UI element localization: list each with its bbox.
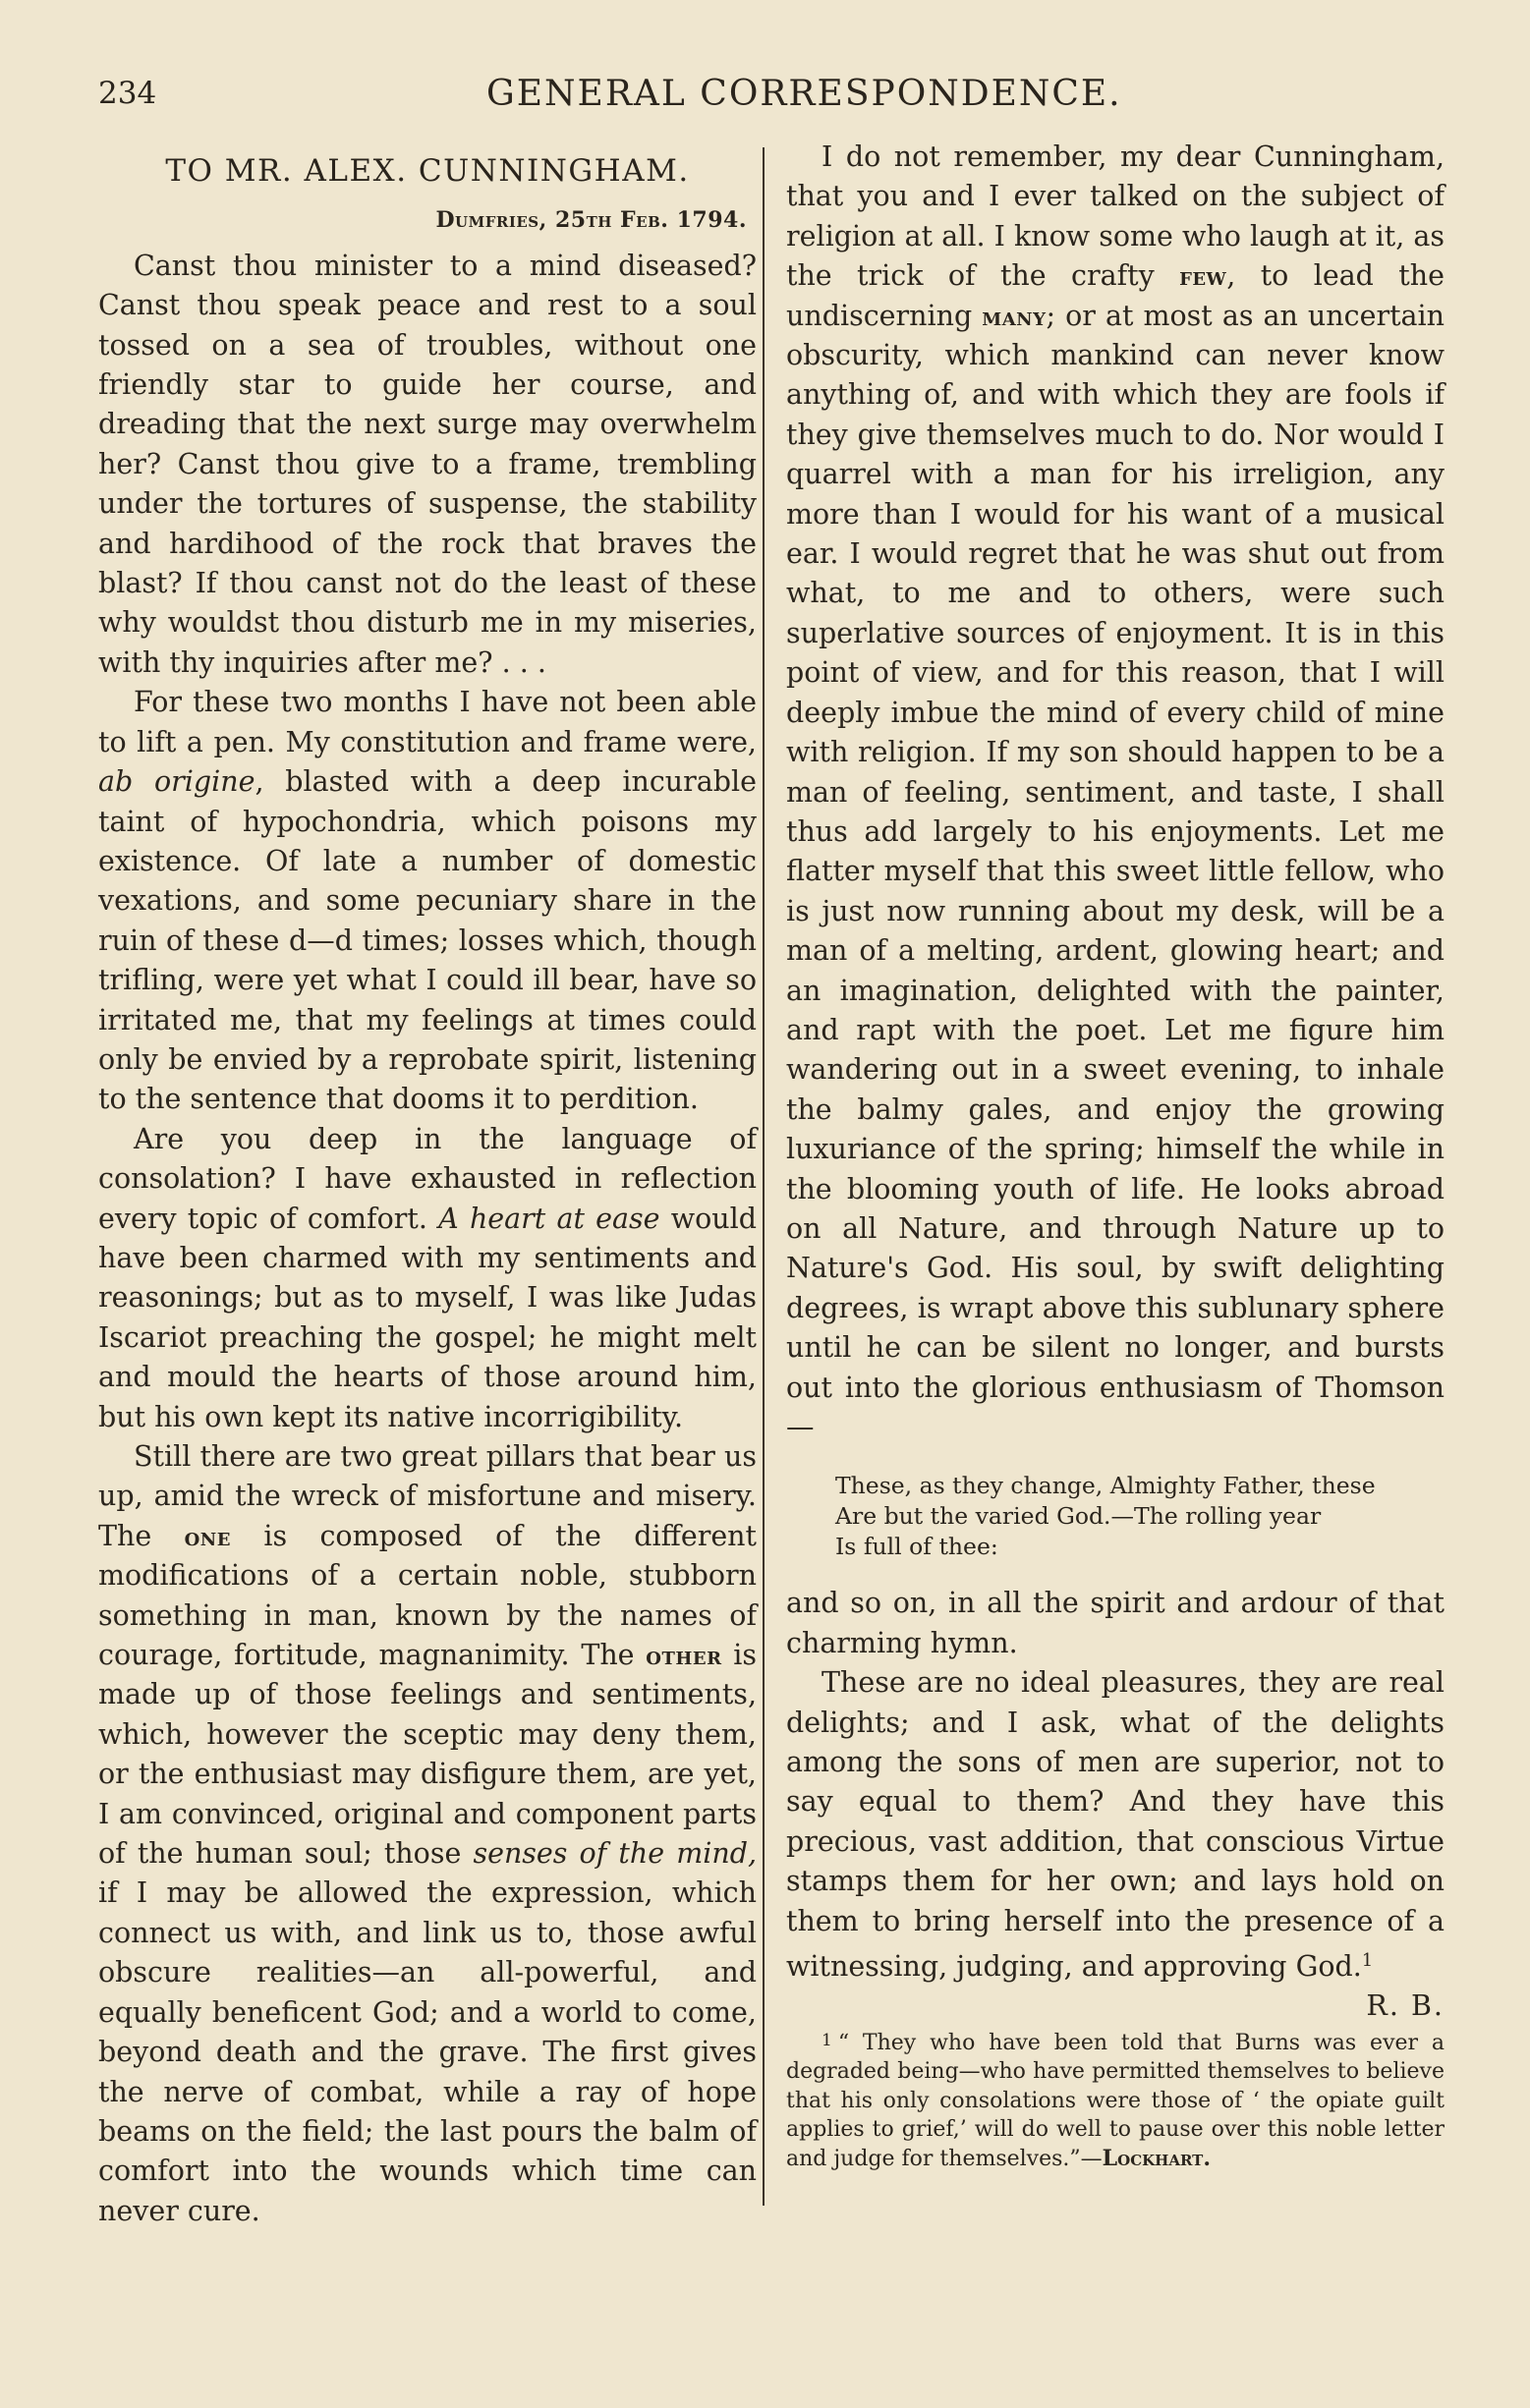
text-run: Are you deep in the language of consolation? I have exhausted in reflection every topic of comfort. — [98, 1122, 757, 1235]
text-run: would have been charmed with my sentiments and reasonings; but as to myself, I was like Judas Iscariot preaching the gospel; he might melt and mould the hearts of those around him, but his own kept its native incorrigibility. — [98, 1202, 758, 1433]
text-run: , to lead the undiscerning — [786, 259, 1445, 332]
small-caps-word: few — [1179, 261, 1227, 292]
dateline: Dumfries, 25th Feb. 1794. — [435, 207, 747, 234]
paragraph-7 — [786, 1663, 1445, 1987]
text-run: , blasted with a deep incurable taint of hypochondria, which poisons my existence. Of late a number of domestic vexations, and some pecuniary share in the ruin of these d—d times; losses which, though trifling, were yet what I could ill bear, have so irritated me, that my feelings at times could only be envied by a reprobate spirit, listening to the sentence that dooms it to perdition. — [98, 765, 757, 1116]
small-caps-word: one — [184, 1521, 231, 1551]
text-run: For these two months I have not been able to lift a pen. My constitution and frame were, — [98, 686, 757, 758]
paragraph-1: Canst thou minister to a mind diseased? Canst thou speak peace and rest to a soul tossed on a sea of troubles, without one friendly star to guide her course, and dreading that the next surge may overwhelm her? Canst thou give to a frame, trembling under the tortures of suspense, the stability and hardihood of the rock that braves the blast? If thou canst not do the least of these why wouldst thou disturb me in my miseries, with thy inquiries after me? . . . — [98, 249, 757, 679]
running-head: GENERAL CORRESPONDENCE. — [486, 73, 1122, 114]
text-run: is made up of those feelings and sentiments, which, however the sceptic may deny them, or the enthusiast may disfigure them, are yet, I am convinced, original and component parts of the human soul; those — [98, 1639, 757, 1871]
text-run: is composed of the different modifications of a certain noble, stubborn something in man, known by the names of courage, fortitude, magnanimity. The — [98, 1519, 757, 1672]
paragraph-5 — [786, 138, 1445, 1447]
poem-quote — [835, 1471, 1445, 1562]
footnote-reference: 1 — [1361, 1950, 1374, 1972]
column-divider — [763, 147, 765, 2206]
text-run: I do not remember, my dear Cunningham, that you and I ever talked on the subject of religion at all. I know some who laugh at it, as the trick of the crafty — [786, 140, 1445, 293]
text-run: ; or at most as an uncertain obscurity, which mankind can never know anything of, and with which they are fools if they give themselves much to do. Nor would I quarrel with a man for his irreligion, any more than I would for his want of a musical ear. I would regret that he was shut out from what, to me and to others, were such superlative sources of enjoyment. It is in this point of view, and for this reason, that I will deeply imbue the mind of every child of mine with religion. If my son should happen to be a man of feeling, sentiment, and taste, I shall thus add largely to his enjoyments. Let me flatter myself that this sweet little fellow, who is just now running about my desk, will be a man of a melting, ardent, glowing heart; and an imagination, delighted with the painter, and rapt with the poet. Let me figure him wandering out in a sweet evening, to inhale the balmy gales, and enjoy the growing luxuriance of the spring; himself the while in the blooming youth of life. He looks abroad on all Nature, and through Nature up to Nature's God. His soul, by swift delighting degrees, is wrapt above this sublunary sphere until he can be silent no longer, and bursts out into the glorious enthusiasm of Thomson— — [786, 299, 1445, 1443]
letter-heading: TO MR. ALEX. CUNNINGHAM. — [165, 153, 690, 189]
text-run: These are no ideal pleasures, they are real delights; and I ask, what of the delights among the sons of men are superior, not to say equal to them? And they have this precious, vast addition, that conscious Virtue stamps them for her own; and lays hold on them to bring herself into the presence of a witnessing, judging, and approving God. — [786, 1666, 1445, 1984]
right-column — [786, 138, 1445, 2173]
text-run: if I may be allowed the expression, which connect us with, and link us to, those awful obscure realities—an all-powerful, and equally beneficent God; and a world to come, beyond death and the grave. The first gives the nerve of combat, while a ray of hope beams on the field; the last pours the balm of comfort into the wounds which time can never cure. — [98, 1876, 757, 2227]
footnote-text: “ They who have been told that Burns was ever a degraded being—who have permitted themselves to believe that his only consolations were those of ‘ the opiate guilt applies to grief,’ will do well to pause over this noble letter and judge for themselves.”— — [786, 2030, 1445, 2171]
small-caps-word: many — [982, 301, 1047, 331]
poem-line: These, as they change, Almighty Father, these — [835, 1472, 1376, 1500]
text-run: Still there are two great pillars that bear us up, amid the wreck of misfortune and misery. The — [98, 1440, 757, 1552]
italic-phrase: ab origine — [98, 765, 255, 799]
paragraph-3 — [98, 1120, 757, 1437]
footnote-author: Lockhart. — [1102, 2145, 1212, 2171]
page-header — [98, 69, 1432, 118]
page-number: 234 — [98, 76, 157, 111]
poem-line: Are but the varied God.—The rolling year — [835, 1502, 1322, 1531]
paragraph-2 — [98, 683, 757, 1119]
italic-phrase: senses of the mind, — [473, 1837, 757, 1871]
paragraph-4 — [98, 1437, 757, 2231]
small-caps-word: other — [646, 1641, 722, 1671]
footnote — [786, 2027, 1445, 2174]
signature: R. B. — [1366, 1989, 1445, 2023]
italic-phrase: A heart at ease — [438, 1202, 660, 1235]
left-column — [98, 138, 757, 2231]
paragraph-6: and so on, in all the spirit and ardour of that charming hymn. — [786, 1587, 1445, 1659]
poem-line: Is full of thee: — [835, 1533, 998, 1561]
footnote-mark: 1 — [822, 2030, 832, 2050]
